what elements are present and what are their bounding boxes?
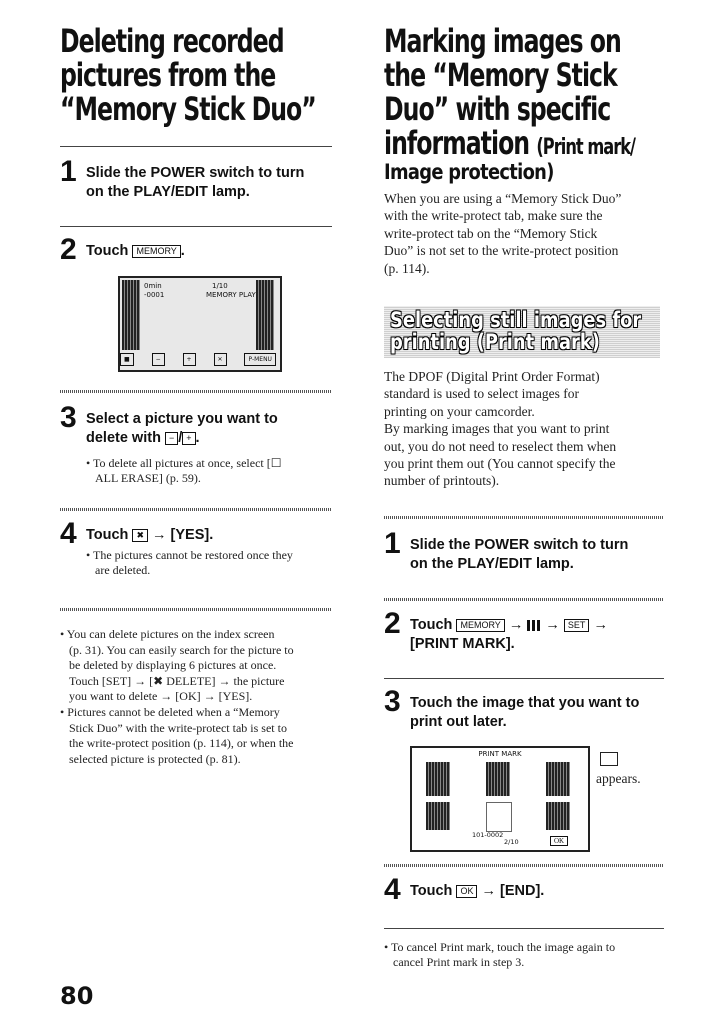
step-text: Select a picture you want to [86, 411, 278, 427]
bullet-line: • Pictures cannot be deleted when a “Memory [60, 704, 280, 719]
intro-text [384, 190, 674, 277]
step-text: Touch the image that you want to [410, 695, 640, 711]
right-title-small: (Print mark/ [536, 135, 635, 160]
step-number: 2 [384, 607, 401, 640]
ok-button[interactable]: OK [550, 836, 568, 846]
step-end: . [180, 243, 185, 259]
cross-button[interactable]: ✕ [214, 353, 227, 366]
step-text: print out later. [410, 714, 507, 730]
image-counter: 1/10 [212, 282, 228, 290]
dpof-line: standard is used to select images for [384, 386, 579, 402]
step-text: Touch [410, 617, 453, 633]
note-text: • The pictures cannot be restored once they [86, 548, 293, 562]
right-title-line: Marking images on [384, 22, 621, 60]
all-erase-icon: ☐ [270, 456, 282, 470]
step-text: Slide the POWER switch to turn [86, 165, 305, 181]
image-thumb[interactable] [546, 802, 570, 830]
right-step-2 [384, 607, 684, 654]
p-menu-button[interactable]: P-MENU [244, 353, 276, 366]
left-title [60, 24, 339, 126]
step3-note [86, 456, 336, 486]
divider [384, 928, 664, 929]
note-text: cancel Print mark in step 3. [393, 955, 525, 969]
step-text: Touch [86, 243, 129, 259]
dpof-line: By marking images that you want to print [384, 421, 610, 437]
step-number: 2 [60, 233, 77, 266]
image-thumb[interactable] [486, 762, 510, 796]
note-text: ALL ERASE] (p. 59). [95, 471, 201, 485]
divider [384, 516, 664, 519]
arrow: → [593, 617, 608, 633]
divider [60, 608, 332, 611]
left-step-2 [60, 233, 340, 266]
banner-line: Selecting still images for [390, 308, 642, 332]
divider [60, 508, 332, 511]
intro-line: write-protect tab on the “Memory Stick [384, 225, 598, 241]
dpof-line: The DPOF (Digital Print Order Format) [384, 369, 600, 384]
appears-text: appears. [596, 771, 641, 786]
divider [384, 864, 664, 867]
folder-number: -0001 [144, 291, 165, 299]
plus-button[interactable]: + [182, 432, 195, 445]
step-number: 3 [60, 401, 77, 434]
step-number: 4 [384, 873, 401, 906]
trash-button[interactable]: ■ [120, 353, 134, 366]
image-preview [122, 280, 140, 350]
divider [384, 598, 664, 601]
memory-button[interactable]: MEMORY [456, 619, 504, 632]
bullet-line: you want to delete → [OK] → [YES]. [69, 689, 253, 704]
right-title-line: Duo” with specific [384, 90, 611, 128]
image-thumb[interactable] [426, 802, 450, 830]
prev-button[interactable]: − [152, 353, 165, 366]
step-number: 4 [60, 517, 77, 550]
left-step-4 [60, 517, 340, 550]
camcorder-screen [118, 276, 282, 372]
left-title-line: “Memory Stick Duo” [60, 90, 316, 128]
right-title-line: information [384, 124, 530, 162]
note-text: • To delete all pictures at once, select [ [86, 456, 271, 470]
media-label: MEMORY PLAY [206, 291, 256, 299]
print-mark-screen [410, 746, 590, 852]
intro-line: When you are using a “Memory Stick Duo” [384, 191, 622, 206]
step-number: 1 [384, 527, 401, 560]
delete-button[interactable]: ✖ [132, 529, 148, 542]
intro-line: (p. 114). [384, 260, 430, 276]
set-button[interactable]: SET [564, 619, 590, 632]
step4-note [86, 548, 336, 578]
minus-button[interactable]: − [165, 432, 178, 445]
left-title-line: Deleting recorded [60, 22, 284, 60]
divider [60, 146, 332, 147]
dpof-line: number of printouts). [384, 473, 500, 489]
note-text: • To cancel Print mark, touch the image again to [384, 940, 616, 954]
note-text: are deleted. [95, 563, 151, 577]
step-text: Touch [86, 527, 129, 543]
arrow: → [508, 617, 524, 633]
bullet-line: be deleted by displaying 6 pictures at once. [69, 658, 277, 673]
step-end: . [195, 430, 200, 446]
dpof-line: printing on your camcorder. [384, 403, 535, 419]
step-text: [PRINT MARK]. [410, 636, 515, 652]
screen-title: PRINT MARK [478, 750, 522, 758]
bullet-line: the write-protect position (p. 114), or when the [69, 736, 294, 751]
image-counter: 2/10 [504, 838, 519, 846]
right-step-1 [384, 527, 684, 574]
intro-line: with the write-protect tab, make sure the [384, 208, 603, 224]
step-text: delete with [86, 430, 161, 446]
left-title-line: pictures from the [60, 56, 276, 94]
bullet-line: (p. 31). You can easily search for the picture to [69, 642, 294, 657]
step-text: on the PLAY/EDIT lamp. [86, 184, 250, 200]
right-note [384, 940, 674, 970]
bullet-line: Touch [SET] → [✖ DELETE] → the picture [69, 673, 285, 688]
right-title-line: the “Memory Stick [384, 56, 617, 94]
step-number: 1 [60, 155, 77, 188]
image-thumb[interactable] [426, 762, 450, 796]
ok-button[interactable]: OK [456, 885, 477, 898]
banner-line: printing (Print mark) [390, 330, 600, 354]
right-step-4 [384, 873, 684, 906]
step-text: Slide the POWER switch to turn [410, 537, 629, 553]
left-step-1 [60, 155, 340, 202]
step-text: on the PLAY/EDIT lamp. [410, 556, 574, 572]
intro-line: Duo” is not set to the write-protect position [384, 243, 619, 259]
print-mark-icon [600, 752, 618, 766]
bullet-line: Stick Duo” with the write-protect tab is set to [69, 720, 287, 735]
left-step-3: 3 Select a picture you want to delete with − / + . [60, 401, 278, 446]
step-text: → [END]. [481, 883, 545, 899]
divider [384, 678, 664, 679]
next-button[interactable]: + [183, 353, 196, 366]
image-preview [256, 280, 274, 350]
step-text: → [YES]. [152, 527, 214, 543]
dpof-text [384, 368, 674, 490]
step-text: Touch [410, 883, 453, 899]
dpof-line: you print them out (You cannot specify the [384, 456, 616, 472]
right-step-3 [384, 685, 684, 732]
page-number: 80 [60, 982, 94, 1010]
section-banner [384, 306, 660, 358]
arrow: → [545, 617, 560, 633]
left-bullets [60, 627, 335, 767]
right-title [384, 24, 679, 165]
bullet-line: • You can delete pictures on the index screen [60, 627, 275, 641]
image-thumb[interactable] [546, 762, 570, 796]
step-number: 3 [384, 685, 401, 718]
divider [60, 390, 332, 393]
right-subtitle: Image protection) [384, 160, 554, 184]
memory-button[interactable]: MEMORY [132, 245, 180, 258]
dpof-line: out, you do not need to reselect them when [384, 438, 617, 454]
bullet-line: selected picture is protected (p. 81). [69, 751, 241, 766]
divider [60, 226, 332, 227]
image-thumb[interactable] [486, 802, 512, 832]
grid-icon[interactable] [527, 620, 541, 631]
time-remaining: 0min [144, 282, 162, 290]
file-number: 101-0002 [472, 831, 504, 839]
